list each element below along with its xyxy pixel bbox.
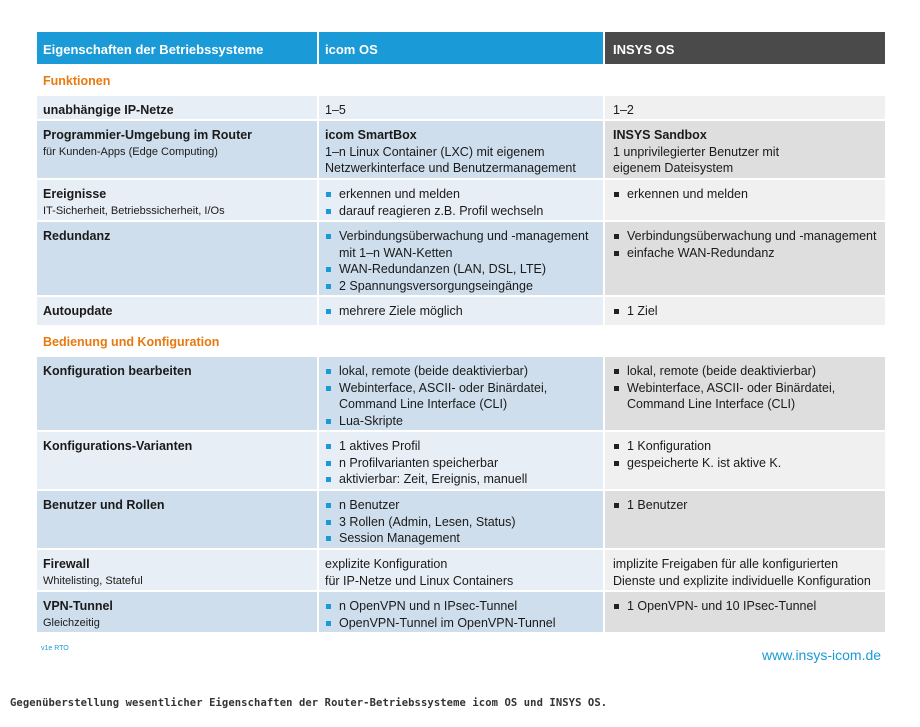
table-row [37, 222, 885, 297]
list-item: 1 Konfiguration [613, 438, 877, 455]
version-label: v1e RTO [41, 645, 69, 652]
row-subtitle: Gleichzeitig [43, 617, 100, 629]
list-item: einfache WAN-Redundanz [613, 245, 877, 262]
list-item: 2 Spannungsversorgungseingänge [325, 278, 597, 295]
list-item: lokal, remote (beide deaktivierbar) [613, 363, 877, 380]
insys-value: 1–2 [613, 103, 634, 117]
table-row [37, 550, 885, 592]
list-item: 1 OpenVPN- und 10 IPsec-Tunnel [613, 598, 877, 615]
comparison-table [37, 32, 885, 634]
table-row [37, 121, 885, 180]
list-item: n Profilvarianten speicherbar [325, 455, 597, 472]
list-item: erkennen und melden [613, 186, 877, 203]
insys-sandbox-title: INSYS Sandbox [613, 128, 707, 142]
icom-value: 1–5 [325, 103, 346, 117]
row-title: Autoupdate [43, 304, 113, 318]
row-title: Konfigurations-Varianten [43, 439, 193, 453]
row-title: Programmier-Umgebung im Router [43, 128, 253, 142]
insys-value: implizite Freigaben für alle konfigurierten [613, 557, 839, 571]
figure-caption: Gegenüberstellung wesentlicher Eigenschaften der Router-Betriebssysteme icom OS und INSYS OS. [10, 697, 608, 709]
list-item: OpenVPN-Tunnel im OpenVPN-Tunnel [325, 615, 597, 632]
table-row [37, 491, 885, 550]
icom-smartbox-title: icom SmartBox [325, 128, 417, 142]
website-link[interactable]: www.insys-icom.de [762, 647, 882, 663]
list-item: Webinterface, ASCII- oder Binärdatei, Command Line Interface (CLI) [613, 380, 877, 413]
row-title: Konfiguration bearbeiten [43, 364, 192, 378]
table-row [37, 180, 885, 222]
row-subtitle: Whitelisting, Stateful [43, 575, 143, 587]
table-row [37, 96, 885, 121]
icom-value: 1–n Linux Container (LXC) mit eigenem [325, 144, 545, 159]
section-functions: Funktionen [37, 66, 885, 96]
table-row [37, 297, 885, 327]
row-title: Benutzer und Rollen [43, 498, 165, 512]
table-row [37, 357, 885, 432]
list-item: 1 Ziel [613, 303, 877, 320]
list-item: 1 aktives Profil [325, 438, 597, 455]
icom-value: Netzwerkinterface und Benutzermanagement [325, 161, 576, 175]
list-item: Lua-Skripte [325, 413, 597, 430]
list-item: lokal, remote (beide deaktivierbar) [325, 363, 597, 380]
list-item: Verbindungsüberwachung und -management mit 1–n WAN-Ketten [325, 228, 597, 261]
list-item: darauf reagieren z.B. Profil wechseln [325, 203, 597, 220]
list-item: mehrere Ziele möglich [325, 303, 597, 320]
list-item: gespeicherte K. ist aktive K. [613, 455, 877, 472]
insys-value: 1 unprivilegierter Benutzer mit [613, 144, 780, 159]
icom-value: explizite Konfiguration [325, 557, 448, 571]
row-subtitle: für Kunden-Apps (Edge Computing) [43, 146, 218, 158]
row-title: VPN-Tunnel [43, 599, 113, 613]
list-item: Session Management [325, 530, 597, 547]
list-item: 3 Rollen (Admin, Lesen, Status) [325, 514, 597, 531]
row-title: unabhängige IP-Netze [43, 103, 174, 117]
table-row [37, 432, 885, 491]
icom-value: für IP-Netze und Linux Containers [325, 573, 514, 588]
header-icom-os: icom OS [317, 32, 603, 64]
list-item: WAN-Redundanzen (LAN, DSL, LTE) [325, 261, 597, 278]
row-title: Redundanz [43, 229, 111, 243]
list-item: n OpenVPN und n IPsec-Tunnel [325, 598, 597, 615]
list-item: Webinterface, ASCII- oder Binärdatei, Command Line Interface (CLI) [325, 380, 597, 413]
insys-value: eigenem Dateisystem [613, 161, 734, 175]
header-insys-os: INSYS OS [603, 32, 885, 64]
list-item: 1 Benutzer [613, 497, 877, 514]
list-item: n Benutzer [325, 497, 597, 514]
section-operation: Bedienung und Konfiguration [37, 327, 885, 357]
list-item: Verbindungsüberwachung und -management [613, 228, 877, 245]
insys-value: Dienste und explizite individuelle Konfiguration [613, 573, 871, 588]
table-header [37, 32, 885, 66]
row-title: Firewall [43, 557, 90, 571]
list-item: erkennen und melden [325, 186, 597, 203]
row-title: Ereignisse [43, 187, 107, 201]
list-item: aktivierbar: Zeit, Ereignis, manuell [325, 471, 597, 488]
header-properties: Eigenschaften der Betriebssysteme [43, 42, 264, 57]
row-subtitle: IT-Sicherheit, Betriebssicherheit, I/Os [43, 205, 225, 217]
table-row [37, 592, 885, 634]
